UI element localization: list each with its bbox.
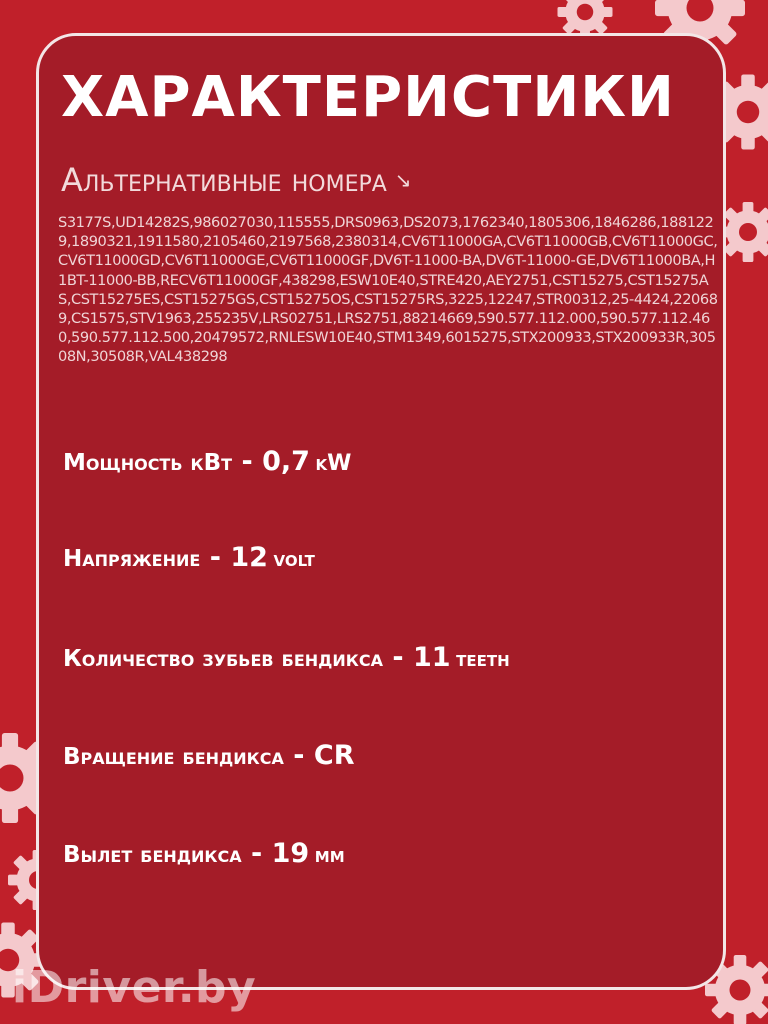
- spec-unit: teeth: [456, 647, 510, 672]
- spec-value: 12: [230, 542, 268, 573]
- spec-teeth: [63, 644, 510, 671]
- page-title: ХАРАКТЕРИСТИКИ: [61, 65, 675, 130]
- spec-offset: [63, 840, 345, 867]
- spec-voltage: [63, 544, 315, 571]
- spec-value: CR: [313, 740, 355, 771]
- spec-unit: kW: [315, 451, 352, 476]
- spec-value: 19: [271, 838, 310, 869]
- spec-separator: -: [232, 446, 263, 477]
- spec-power: [63, 448, 351, 475]
- alt-numbers-heading: [61, 161, 412, 199]
- spec-label: Напряжение: [63, 546, 201, 572]
- spec-label: Мощность кВт: [63, 450, 233, 476]
- spec-separator: -: [241, 838, 272, 869]
- alt-numbers-list: S3177S,UD14282S,986027030,115555,DRS0963,DS2073,1762340,1805306,1846286,1881229,1890321,1911580,2105460,2197568,2380314,CV6T11000GA,CV6T11000GB,CV6T11000GC,CV6T11000GD,CV6T11000GE,CV6T11000GF,DV6T-11000-BA,DV6T-11000-GE,DV6T11000BA,H1BT-11000-BB,RECV6T11000GF,438298,ESW10E40,STRE420,AEY2751,CST15275,CST15275AS,CST15275ES,CST15275GS,CST15275OS,CST15275RS,3225,12247,STR00312,25-4424,220689,CS1575,STV1963,255235V,LRS02751,LRS2751,88214669,590.577.112.000,590.577.112.460,590.577.112.500,20479572,RNLESW10E40,STM1349,6015275,STX200933,STX200933R,30508N,30508R,VAL438298: [58, 214, 718, 366]
- spec-label: Количество зубьев бендикса: [63, 646, 383, 672]
- alt-numbers-heading-label: Альтернативные номера: [61, 161, 387, 199]
- spec-separator: -: [383, 642, 414, 673]
- spec-separator: -: [200, 542, 231, 573]
- watermark-logo: iDriver.by: [12, 962, 257, 1013]
- spec-unit: мм: [314, 843, 345, 868]
- spec-rotation: [63, 742, 354, 769]
- specs-card: [36, 33, 726, 990]
- spec-unit: volt: [273, 547, 315, 572]
- spec-value: 0,7: [262, 446, 310, 477]
- spec-label: Вылет бендикса: [63, 842, 242, 868]
- spec-value: 11: [413, 642, 451, 673]
- arrow-down-right-icon: ↘: [394, 168, 412, 192]
- spec-separator: -: [283, 740, 314, 771]
- spec-label: Вращение бендикса: [63, 744, 284, 770]
